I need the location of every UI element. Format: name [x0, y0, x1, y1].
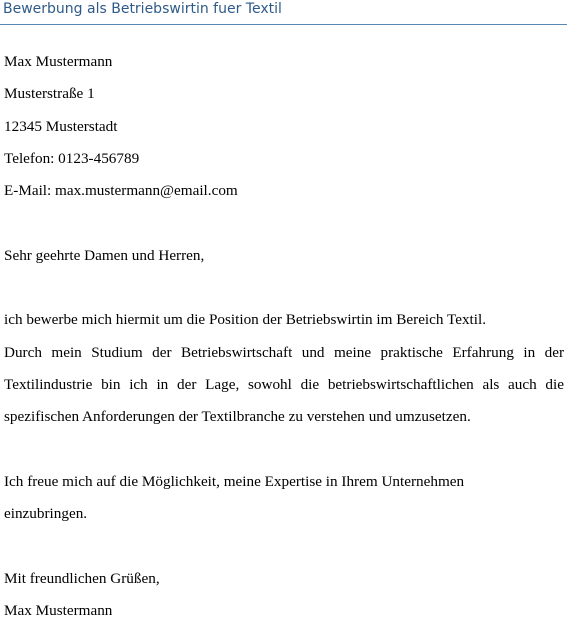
sender-email: E-Mail: max.mustermann@email.com: [4, 182, 238, 200]
blank-line: [4, 272, 564, 304]
sender-city: 12345 Musterstadt: [4, 117, 118, 135]
letter-body: [4, 46, 564, 627]
blank-line: [4, 434, 564, 466]
blank-line: [4, 207, 564, 239]
sender-street: Musterstraße 1: [4, 85, 95, 103]
blank-line: [4, 530, 564, 562]
document-title: Bewerbung als Betriebswirtin fuer Textil: [3, 1, 282, 17]
closing: Mit freundlichen Grüßen,: [4, 569, 160, 587]
paragraph-line: Ich freue mich auf die Möglichkeit, meine Expertise in Ihrem Unternehmen: [4, 472, 465, 490]
paragraph-line: Textilindustrie bin ich in der Lage, sowohl die betriebswirtschaftlichen als auch die: [4, 375, 564, 393]
sender-phone: Telefon: 0123-456789: [4, 149, 140, 167]
paragraph-line: einzubringen.: [4, 505, 88, 523]
paragraph-line: ich bewerbe mich hiermit um die Position der Betriebswirtin im Bereich Textil.: [4, 311, 487, 329]
signature: Max Mustermann: [4, 602, 113, 620]
document-header: [0, 0, 567, 25]
sender-name: Max Mustermann: [4, 53, 113, 70]
salutation: Sehr geehrte Damen und Herren,: [4, 246, 205, 264]
paragraph-line: spezifischen Anforderungen der Textilbranche zu verstehen und umzusetzen.: [4, 408, 471, 426]
paragraph-line: Durch mein Studium der Betriebswirtschaft und meine praktische Erfahrung in der: [4, 343, 564, 361]
